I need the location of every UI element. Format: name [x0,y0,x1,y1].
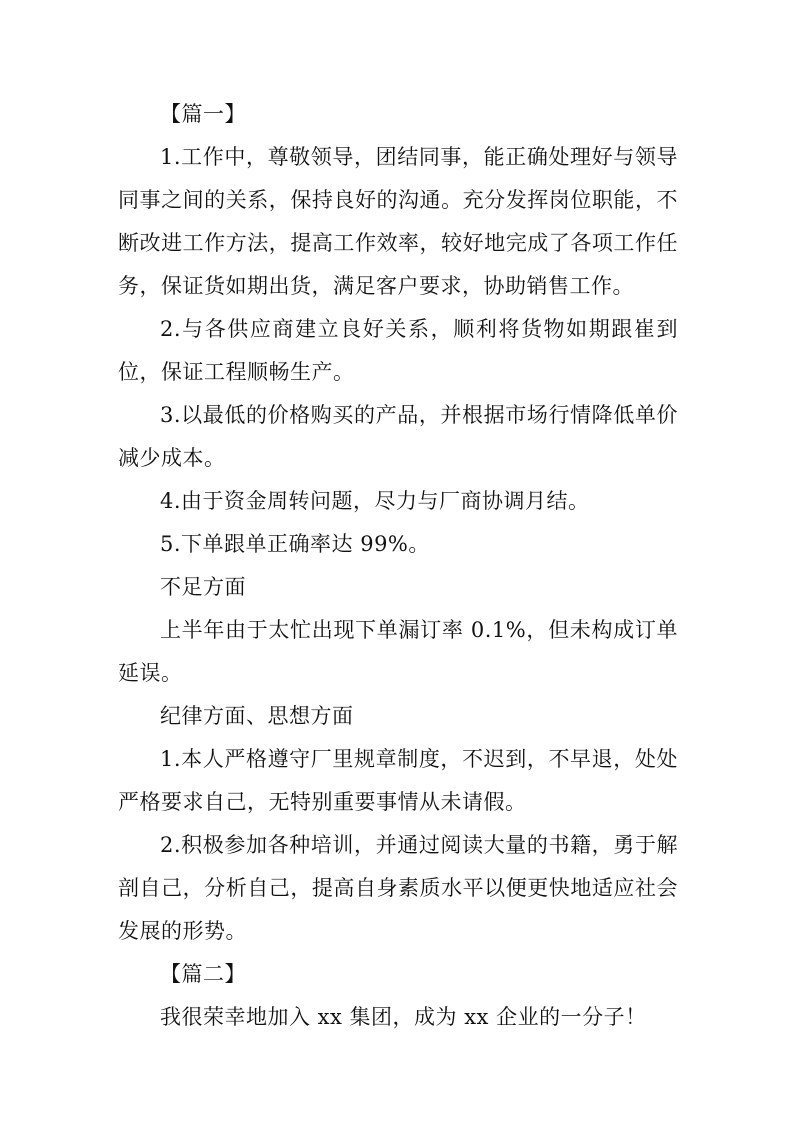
paragraph-discipline-2: 2.积极参加各种培训，并通过阅读大量的书籍，勇于解剖自己，分析自己，提高自身素质水平以便更快地适应社会发展的形势。 [118,833,678,943]
paragraph-work-5: 5.下单跟单正确率达 99%。 [160,532,430,556]
subheading-discipline: 纪律方面、思想方面 [160,704,354,728]
paragraph-shortcomings: 上半年由于太忙出现下单漏订率 0.1%，但未构成订单延误。 [118,618,678,685]
section-heading-2: 【篇二】 [160,962,246,986]
paragraph-work-3: 3.以最低的价格购买的产品，并根据市场行情降低单价减少成本。 [118,403,678,470]
subheading-shortcomings: 不足方面 [160,575,246,599]
section-heading-1: 【篇一】 [160,102,246,126]
paragraph-work-1: 1.工作中，尊敬领导，团结同事，能正确处理好与领导同事之间的关系，保持良好的沟通。充分发挥岗位职能，不断改进工作方法，提高工作效率，较好地完成了各项工作任务，保证货如期出货，满足客户要求，协助销售工作。 [118,145,678,298]
paragraph-discipline-1: 1.本人严格遵守厂里规章制度，不迟到，不早退，处处严格要求自己，无特别重要事情从未请假。 [118,747,678,814]
paragraph-work-4: 4.由于资金周转问题，尽力与厂商协调月结。 [160,489,590,513]
paragraph-intro-2: 我很荣幸地加入 xx 集团，成为 xx 企业的一分子！ [160,1005,647,1029]
document-body [118,93,678,1039]
paragraph-work-2: 2.与各供应商建立良好关系，顺利将货物如期跟崔到位，保证工程顺畅生产。 [118,317,678,384]
